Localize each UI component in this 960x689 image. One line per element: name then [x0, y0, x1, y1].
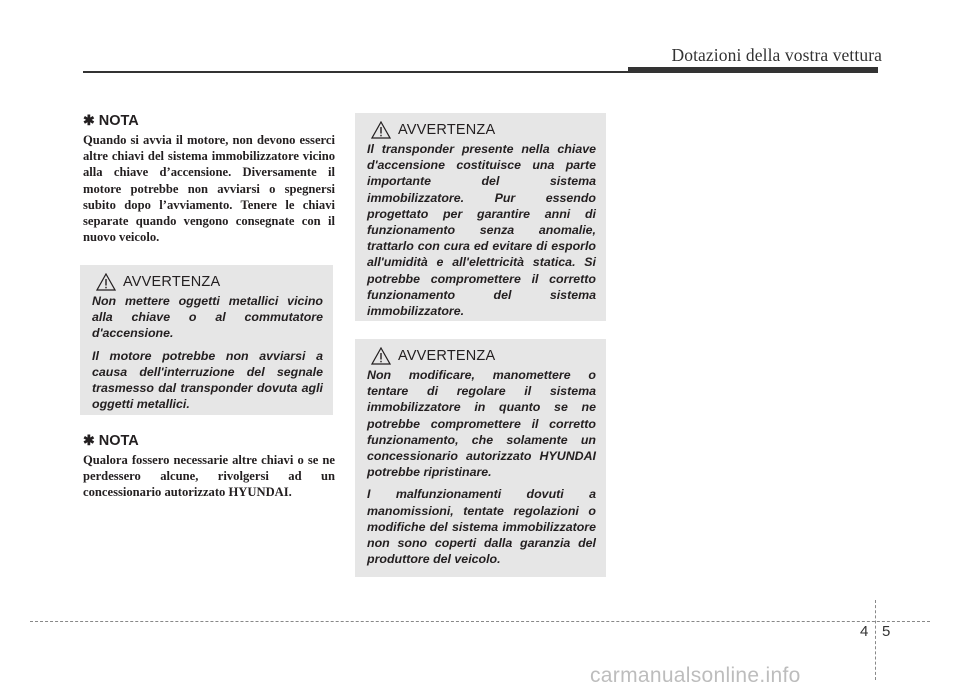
nota-title: NOTA — [98, 113, 139, 129]
warning-title: AVVERTENZA — [123, 274, 221, 290]
footer-dashed-divider — [875, 600, 876, 680]
warning-heading — [367, 121, 596, 139]
nota-body: Qualora fossero necessarie altre chiavi o se ne perdessero alcune, rivolgersi ad un concessionario autorizzato HYUNDAI. — [83, 453, 335, 500]
warning-triangle-icon — [371, 347, 391, 365]
warning-paragraph: I malfunzionamenti dovuti a manomissioni, tentate regolazioni o modifiche del sistema immobilizzatore non sono coperti dalla garanzia del produttore del veicolo. — [367, 487, 596, 567]
cross-star-icon: ✱ — [83, 112, 95, 128]
warning-paragraph: Il motore potrebbe non avviarsi a causa dell'interruzione del segnale trasmesso dal transponder dovuta agli oggetti metallici. — [92, 348, 323, 412]
footer-dashed-rule — [30, 621, 930, 622]
warning-heading — [367, 347, 596, 365]
page-number: 5 — [882, 623, 891, 640]
warning-title: AVVERTENZA — [398, 348, 496, 364]
left-column-lower — [83, 432, 335, 501]
warning-triangle-icon — [371, 121, 391, 139]
nota-heading — [83, 432, 335, 449]
warning-box — [355, 113, 606, 321]
warning-paragraph: Non modificare, manomettere o tentare di regolare il sistema immobilizzatore in quanto se ne potrebbe compromettere il corretto funzionamento, che solamente un concessionario autorizzato HYUNDAI potrebbe ripristinare. — [367, 368, 596, 480]
warning-heading — [92, 273, 323, 291]
nota-heading — [83, 112, 335, 129]
left-column — [83, 112, 335, 245]
section-title: Dotazioni della vostra vettura — [671, 45, 882, 65]
warning-title: AVVERTENZA — [398, 122, 496, 138]
warning-box — [80, 265, 333, 415]
watermark: carmanualsonline.info — [590, 664, 801, 687]
nota-body: Quando si avvia il motore, non devono esserci altre chiavi del sistema immobilizzatore vicino alla chiave d’accensione. Diversamente il motore potrebbe non avviarsi o spegnersi subito dopo l’avviamento. Tenere le chiavi separate quando vengono consegnate con il nuovo veicolo. — [83, 133, 335, 245]
header-rule-accent — [628, 67, 878, 73]
warning-box — [355, 339, 606, 577]
cross-star-icon: ✱ — [83, 432, 95, 448]
warning-paragraph: Il transponder presente nella chiave d'accensione costituisce una parte importante del sistema immobilizzatore. Pur essendo progettato per garantire anni di funzionamento senza anomalie, trattarlo con cura ed evitare di esporlo all'umidità e all'elettricità statica. Si potrebbe compromettere il corretto funzionamento del sistema immobilizzatore. — [367, 142, 596, 319]
warning-paragraph: Non mettere oggetti metallici vicino alla chiave o al commutatore d'accensione. — [92, 294, 323, 341]
nota-title: NOTA — [98, 433, 139, 449]
warning-triangle-icon — [96, 273, 116, 291]
chapter-number: 4 — [860, 623, 869, 640]
